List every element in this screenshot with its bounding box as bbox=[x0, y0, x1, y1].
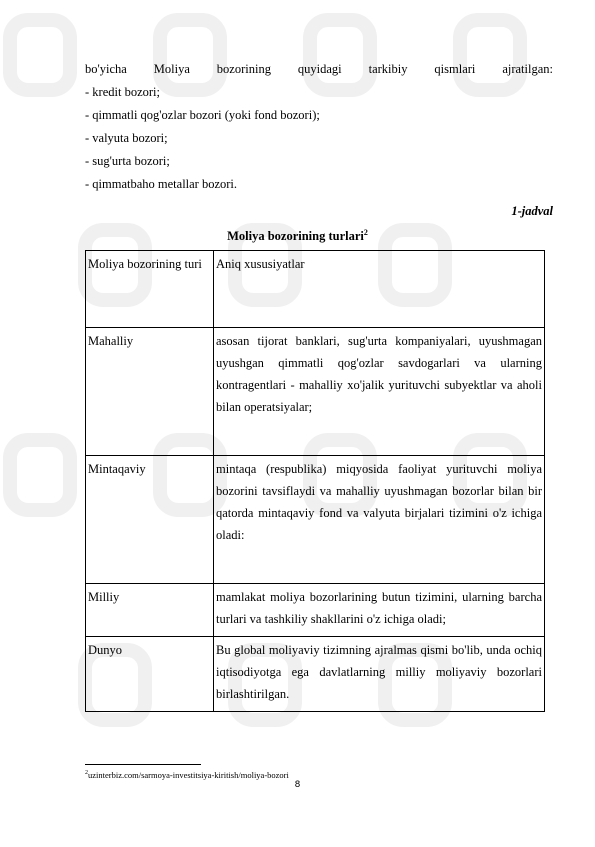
table-row bbox=[86, 456, 545, 584]
list-item-fond: - qimmatli qog'ozlar bozori (yoki fond bozori); bbox=[85, 108, 320, 122]
page-number: 8 bbox=[294, 780, 301, 790]
list-item-kredit: - kredit bozori; bbox=[85, 85, 160, 99]
table-label: 1-jadval bbox=[511, 204, 553, 218]
table-title-text: Moliya bozorining turlari bbox=[227, 229, 364, 244]
list-item-metallar: - qimmatbaho metallar bozori. bbox=[85, 177, 238, 191]
header-col-features: Aniq xususiyatlar bbox=[214, 251, 545, 328]
table-row bbox=[86, 637, 545, 712]
row-type: Dunyo bbox=[86, 637, 214, 712]
row-type: Milliy bbox=[86, 584, 214, 637]
row-type: Mintaqaviy bbox=[86, 456, 214, 584]
row-desc: mintaqa (respublika) miqyosida faoliyat yurituvchi moliya bozorini tavsiflaydi va mahalliy uyushmagan bozorlar bilan bir qatorda mintaqaviy fond va valyuta birjalari tizimini o'z ichiga oladi: bbox=[214, 456, 545, 584]
footnote-divider bbox=[85, 764, 201, 765]
intro-line: bo'yicha Moliya bozorining quyidagi tarkibiy qismlari ajratilgan: bbox=[85, 62, 553, 76]
row-desc: asosan tijorat banklari, sug'urta kompaniyalari, uyushmagan uyushgan qimmatli qog'ozlar savdogarlari va ularning kontragentlari - mahalliy xo'jalik yurituvchi subyektlar va aholi bilan operatsiyalar; bbox=[214, 328, 545, 456]
footnote bbox=[85, 768, 289, 780]
row-desc: Bu global moliyaviy tizimning ajralmas qismi bo'lib, unda ochiq iqtisodiyotga ega davlatlarning milliy moliyaviy bozorlari birlashtirilgan. bbox=[214, 637, 545, 712]
list-item-valyuta: - valyuta bozori; bbox=[85, 131, 168, 145]
footnote-mark: 2 bbox=[85, 770, 88, 776]
row-desc: mamlakat moliya bozorlarining butun tizimini, ularning barcha turlari va tashkiliy shakllarini o'z ichiga oladi; bbox=[214, 584, 545, 637]
market-types-table bbox=[85, 250, 545, 712]
table-row bbox=[86, 328, 545, 456]
footnote-ref: 2 bbox=[363, 228, 368, 237]
row-type: Mahalliy bbox=[86, 328, 214, 456]
table-header-row bbox=[86, 251, 545, 328]
header-col-type: Moliya bozorining turi bbox=[86, 251, 214, 328]
list-item-sugurta: - sug'urta bozori; bbox=[85, 154, 170, 168]
table-title bbox=[0, 228, 595, 244]
table-row bbox=[86, 584, 545, 637]
footnote-link[interactable]: uzinterbiz.com/sarmoya-investitsiya-kiritish/moliya-bozori bbox=[88, 769, 289, 780]
